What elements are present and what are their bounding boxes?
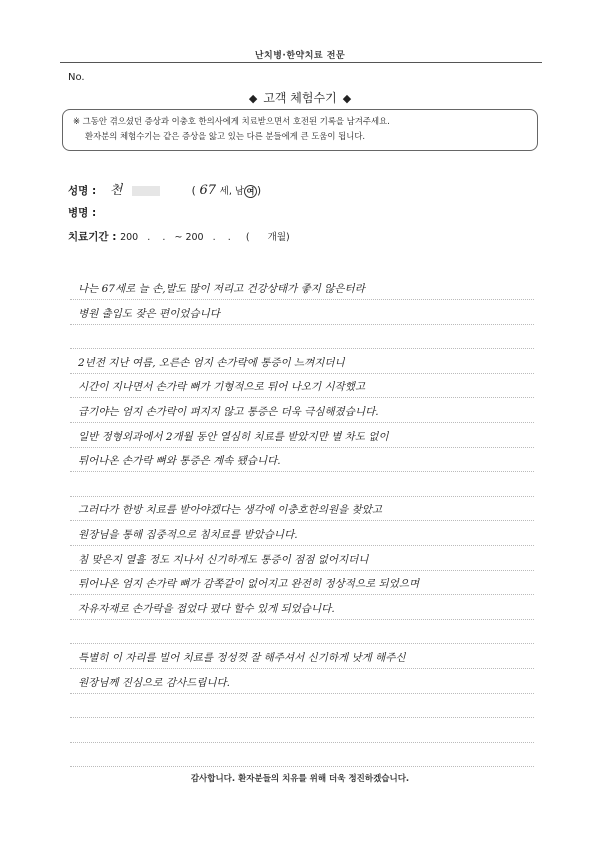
ruled-line — [70, 348, 534, 349]
period-label: 치료기간 : — [68, 231, 117, 243]
notice-line-1: ※ 그동안 겪으셨던 증상과 이충호 한의사에게 치료받으면서 호전된 기록을 남겨주세요. — [73, 116, 390, 126]
period-value: 200 . . ~ 200 . . ( 개월) — [120, 232, 290, 243]
handwritten-line: 튀어나온 엄지 손가락 뼈가 감쪽같이 없어지고 완전히 정상적으로 되었으며 — [78, 578, 420, 591]
ruled-line — [70, 643, 534, 644]
name-label: 성명 : — [68, 185, 97, 197]
handwritten-line: 나는 67세로 늘 손,발도 많이 저리고 건강상태가 좋지 않은터라 — [78, 283, 365, 295]
ruled-line — [70, 520, 534, 521]
gender-selected-circle: 여 — [244, 185, 257, 198]
ruled-line — [70, 766, 534, 767]
form-title-text: 고객 체험수기 — [263, 91, 337, 105]
ruled-line — [70, 471, 534, 472]
handwritten-line: 튀어나온 손가락 뼈와 통증은 계속 됐습니다. — [78, 455, 281, 468]
age-open-paren: ( — [191, 185, 196, 197]
ruled-line — [70, 447, 534, 448]
ruled-line — [70, 668, 534, 669]
footer-message: 감사합니다. 환자분들의 치유를 위해 더욱 정진하겠습니다. — [190, 774, 410, 784]
handwritten-line: 원장님께 진심으로 감사드립니다. — [78, 676, 231, 689]
ruled-line — [70, 717, 534, 718]
disease-field-row — [68, 205, 96, 220]
handwritten-line: 침 맞은지 열흘 정도 지나서 신기하게도 통증이 점점 없어지더니 — [78, 553, 369, 566]
age-suffix: 세, 남 — [219, 186, 245, 197]
notice-line-2: 환자분의 체험수기는 같은 증상을 앓고 있는 다른 분들에게 큰 도움이 됩니다. — [85, 131, 366, 141]
ruled-line — [70, 299, 534, 300]
ruled-line — [70, 594, 534, 595]
handwritten-line: 병원 출입도 잦은 편이었습니다 — [78, 307, 220, 320]
ruled-line — [70, 422, 534, 423]
handwritten-line: 2년전 지난 여름, 오른손 엄지 손가락에 통증이 느껴지더니 — [78, 356, 345, 369]
header-divider — [60, 62, 542, 63]
handwritten-line: 특별히 이 자리를 빌어 치료를 정성껏 잘 해주셔서 신기하게 낫게 해주신 — [78, 652, 406, 664]
age-value: 67 — [199, 183, 216, 198]
diamond-right-icon: ◆ — [342, 92, 352, 105]
name-value: 천 — [109, 183, 123, 198]
diamond-left-icon: ◆ — [248, 92, 258, 105]
notice-box — [62, 109, 538, 151]
name-field-row — [68, 179, 261, 198]
ruled-line — [70, 397, 534, 398]
handwritten-line: 그러다가 한방 치료를 받아야겠다는 생각에 이충호한의원을 찾았고 — [78, 504, 383, 517]
handwritten-line: 시간이 지나면서 손가락 뼈가 기형적으로 튀어 나오기 시작했고 — [78, 381, 366, 394]
ruled-line — [70, 570, 534, 571]
ruled-line — [70, 619, 534, 620]
clinic-header-title: 난치병·한약치료 전문 — [254, 51, 346, 61]
ruled-line — [70, 373, 534, 374]
period-field-row — [68, 229, 290, 244]
ruled-line — [70, 742, 534, 743]
handwritten-line: 일반 정형외과에서 2개월 동안 열심히 치료를 받았지만 별 차도 없이 — [78, 430, 389, 443]
ruled-line — [70, 496, 534, 497]
handwritten-line: 원장님을 통해 집중적으로 침치료를 받았습니다. — [78, 529, 298, 541]
form-number-label: No. — [68, 72, 85, 83]
form-title — [0, 89, 600, 106]
handwritten-line: 급기야는 엄지 손가락이 펴지지 않고 통증은 더욱 극심해졌습니다. — [78, 406, 379, 418]
age-close-paren: ) — [257, 185, 262, 197]
ruled-line — [70, 693, 534, 694]
handwritten-line: 자유자재로 손가락을 접었다 폈다 할수 있게 되었습니다. — [78, 602, 335, 615]
ruled-line — [70, 324, 534, 325]
ruled-line — [70, 545, 534, 546]
redacted-name-mark — [132, 186, 160, 196]
disease-label: 병명 : — [68, 207, 97, 219]
